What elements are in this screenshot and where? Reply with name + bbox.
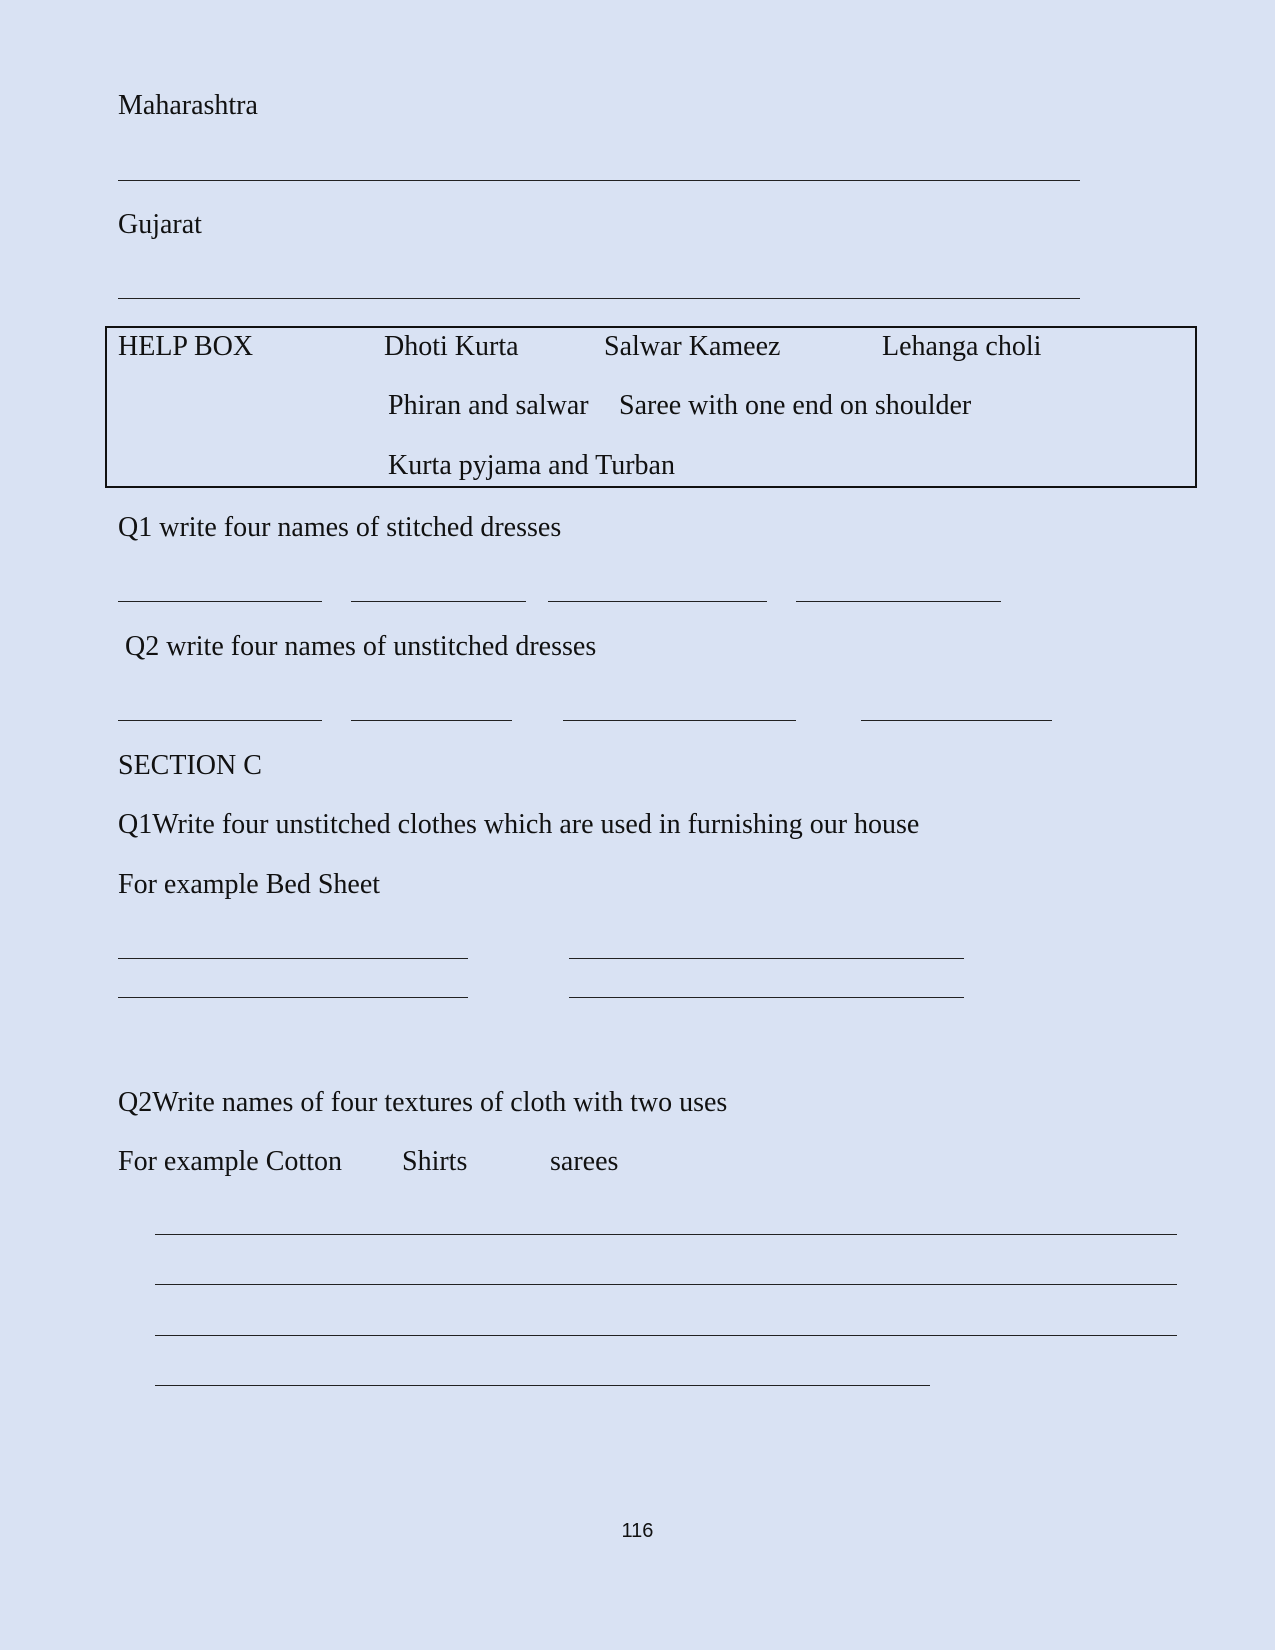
answer-line[interactable] [118,180,1080,181]
example-use: sarees [550,1146,619,1177]
answer-line[interactable] [569,997,964,998]
answer-line[interactable] [569,958,964,959]
state-label-maharashtra: Maharashtra [118,90,258,121]
page-number: 116 [621,1520,654,1542]
section-heading: SECTION C [118,750,262,781]
answer-line[interactable] [796,601,1001,602]
help-item: Lehanga choli [882,331,1042,362]
help-box-heading: HELP BOX [118,331,254,362]
answer-line[interactable] [861,720,1052,721]
answer-line[interactable] [155,1385,930,1386]
answer-line[interactable] [351,601,526,602]
state-label-gujarat: Gujarat [118,209,202,240]
answer-line[interactable] [118,720,322,721]
answer-line[interactable] [118,601,322,602]
answer-line[interactable] [118,997,468,998]
question-stitched: Q1 write four names of stitched dresses [118,512,562,543]
question-unstitched: Q2 write four names of unstitched dresses [125,631,597,662]
answer-line[interactable] [118,298,1080,299]
answer-line[interactable] [351,720,512,721]
answer-line[interactable] [155,1284,1177,1285]
example-label: For example Cotton [118,1146,342,1177]
answer-line[interactable] [155,1234,1177,1235]
help-item: Kurta pyjama and Turban [388,450,675,481]
answer-line[interactable] [563,720,796,721]
answer-line[interactable] [155,1335,1177,1336]
help-item: Dhoti Kurta [384,331,519,362]
help-item: Saree with one end on shoulder [619,390,972,421]
answer-line[interactable] [548,601,767,602]
example-text: For example Bed Sheet [118,869,381,900]
example-use: Shirts [402,1146,468,1177]
question-furnishing: Q1Write four unstitched clothes which are used in furnishing our house [118,809,920,840]
question-textures: Q2Write names of four textures of cloth with two uses [118,1087,728,1118]
help-item: Phiran and salwar [388,390,589,421]
answer-line[interactable] [118,958,468,959]
help-item: Salwar Kameez [604,331,781,362]
